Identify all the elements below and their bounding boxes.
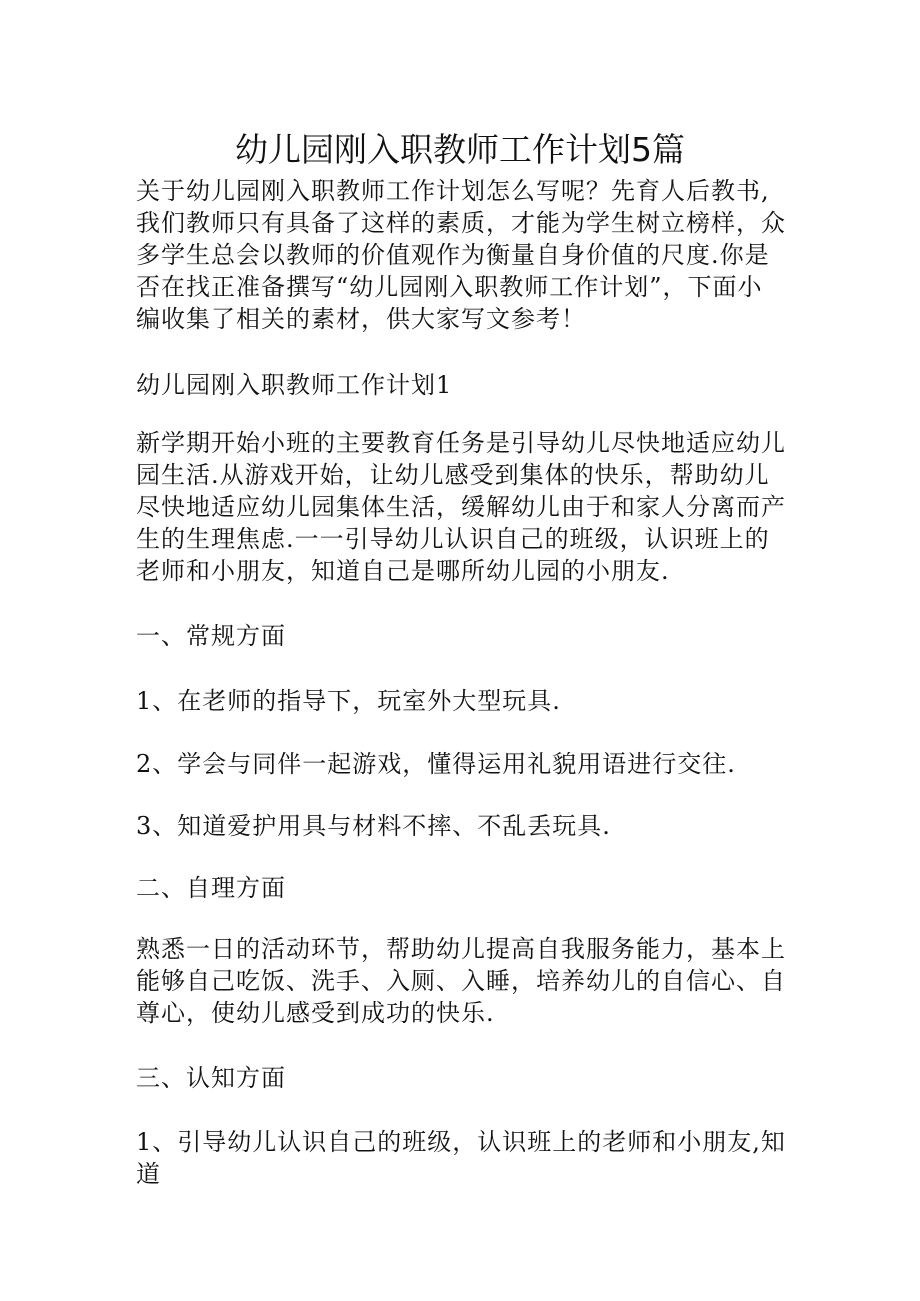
section-heading: 幼儿园刚入职教师工作计划1 [136,371,453,399]
section-intro-paragraph: 新学期开始小班的主要教育任务是引导幼儿尽快地适应幼儿园生活.从游戏开始，让幼儿感受到集体的快乐，帮助幼儿尽快地适应幼儿园集体生活，缓解幼儿由于和家人分离而产生的生理焦虑.一一引导幼儿认识自己的班级，认识班上的老师和小朋友，知道自己是哪所幼儿园的小朋友. [136,429,786,585]
routine-item-3: 3、知道爱护用具与材料不摔、不乱丢玩具. [136,812,611,840]
routine-item-1: 1、在老师的指导下，玩室外大型玩具. [136,687,561,715]
selfcare-paragraph: 熟悉一日的活动环节，帮助幼儿提高自我服务能力，基本上能够自己吃饭、洗手、入厕、入睡，培养幼儿的自信心、自尊心，使幼儿感受到成功的快乐. [136,935,786,1027]
cognition-item-1: 1、引导幼儿认识自己的班级，认识班上的老师和小朋友,知道 [136,1128,786,1188]
routine-heading: 一、常规方面 [136,622,286,650]
document-title: 幼儿园刚入职教师工作计划5篇 [235,130,685,169]
selfcare-heading: 二、自理方面 [136,874,286,902]
cognition-heading: 三、认知方面 [136,1064,286,1092]
routine-item-2: 2、学会与同伴一起游戏，懂得运用礼貌用语进行交往. [136,750,736,778]
intro-paragraph: 关于幼儿园刚入职教师工作计划怎么写呢？先育人后教书,我们教师只有具备了这样的素质，才能为学生树立榜样，众多学生总会以教师的价值观作为衡量自身价值的尺度.你是否在找正准备撰写“幼儿园刚入职教师工作计划”，下面小编收集了相关的素材，供大家写文参考！ [136,177,786,333]
